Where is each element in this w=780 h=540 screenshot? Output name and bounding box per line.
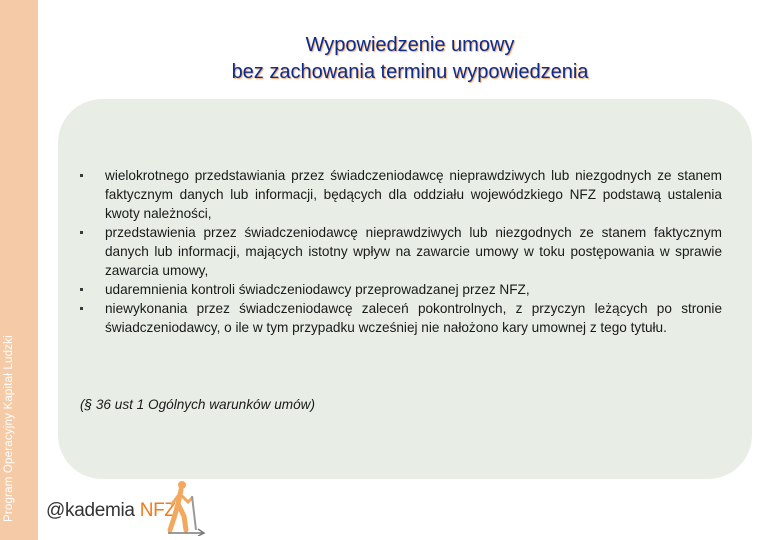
list-item-text: przedstawienia przez świadczeniodawcę nieprawdziwych lub niezgodnych ze stanem faktycznym danych lub informacji, mających istotny wpływ na zawarcie umowy w toku postępowania w sprawie zawarcia umowy, <box>105 225 722 278</box>
page-title <box>40 32 780 86</box>
title-line-1: Wypowiedzenie umowy <box>305 34 515 56</box>
bullet-icon <box>80 231 83 234</box>
list-item <box>80 166 722 223</box>
list-item <box>80 299 722 337</box>
program-name: Program Operacyjny Kapitał Ludzki <box>3 335 15 522</box>
list-item <box>80 223 722 280</box>
bullet-icon <box>80 307 83 310</box>
bullet-icon <box>80 288 83 291</box>
list-item-text: udaremnienia kontroli świadczeniodawcy przeprowadzanej przez NFZ, <box>105 282 530 297</box>
title-line-2: bez zachowania terminu wypowiedzenia <box>231 61 589 83</box>
logo-part-1: @kademia <box>46 500 135 521</box>
akademia-nfz-logo <box>46 478 216 538</box>
sidebar-strip <box>0 0 38 540</box>
bullet-list <box>80 166 722 337</box>
list-item <box>80 280 722 299</box>
walking-figure-icon <box>166 478 214 536</box>
logo-wordmark <box>46 500 176 522</box>
list-item-text: niewykonania przez świadczeniodawcę zaleceń pokontrolnych, z przyczyn leżących po stronie świadczeniodawcy, o ile w tym przypadku wcześniej nie nałożono kary umownej z tego tytułu. <box>105 301 722 335</box>
logo-part-2: NFZ <box>139 500 176 521</box>
bullet-icon <box>80 174 83 177</box>
legal-citation: (§ 36 ust 1 Ogólnych warunków umów) <box>80 397 315 412</box>
list-item-text: wielokrotnego przedstawiania przez świadczeniodawcę nieprawdziwych lub niezgodnych ze stanem faktycznym danych lub informacji, będących dla oddziału wojewódzkiego NFZ podstawą ustalenia kwoty należności, <box>105 168 722 221</box>
